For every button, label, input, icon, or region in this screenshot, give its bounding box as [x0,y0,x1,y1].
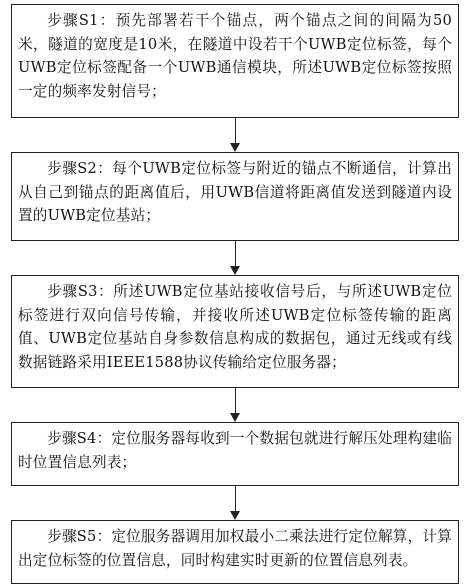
step-s5-text: 步骤S5：定位服务器调用加权最小二乘法进行定位解算，计算出定位标签的位置信息，同时构建实时更新的位置信息列表。 [18,528,452,569]
arrow-s4-s5-line [235,486,236,512]
step-s2-text: 步骤S2：每个UWB定位标签与附近的锚点不断通信，计算出从自己到锚点的距离值后，用UWB信道将距离值发送到隧道内设置的UWB定位基站； [18,160,452,224]
step-s3-box [11,275,459,388]
arrow-s4-s5-head [230,511,240,520]
arrow-s2-s3-head [230,266,240,275]
step-s3-text: 步骤S3：所述UWB定位基站接收信号后，与所述UWB定位标签进行双向信号传输，并接收所述UWB定位标签传输的距离值、UWB定位基站自身参数信息构成的数据包，通过无线或有线数据链路采用IEEE1588协议传输给定位服务器； [18,283,452,371]
step-s5-box [11,520,459,584]
step-s4-box [11,422,459,486]
arrow-s1-s2-head [230,143,240,152]
step-s1-text: 步骤S1：预先部署若干个锚点，两个锚点之间的间隔为50米，隧道的宽度是10米，在隧道中设若干个UWB定位标签，每个UWB定位标签配备一个UWB通信模块，所述UWB定位标签按照一定的频率发射信号； [18,12,452,100]
arrow-s1-s2-line [235,118,236,144]
step-s4-text: 步骤S4：定位服务器每收到一个数据包就进行解压处理构建临时位置信息列表； [18,430,452,471]
arrow-s3-s4-head [230,413,240,422]
arrow-s2-s3-line [235,241,236,267]
arrow-s3-s4-line [235,388,236,414]
step-s2-box [11,152,459,241]
step-s1-box [11,4,459,118]
